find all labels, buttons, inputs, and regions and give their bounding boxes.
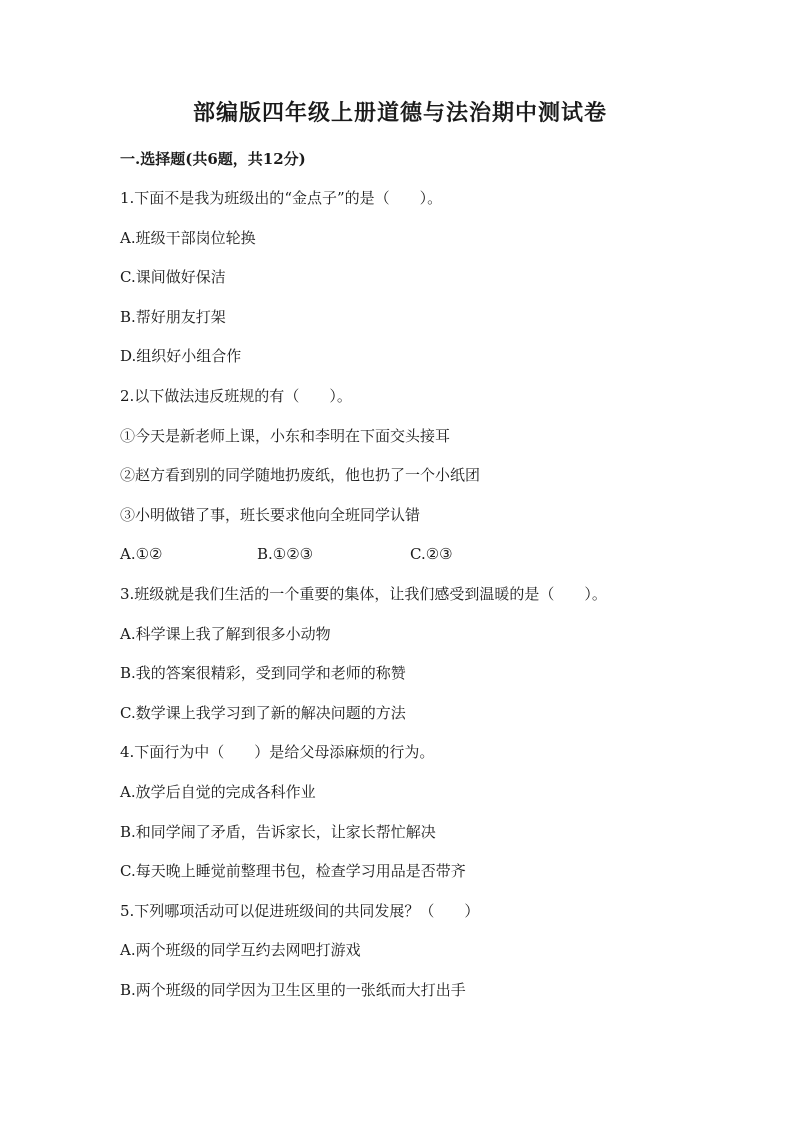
question-3-stem: 3.班级就是我们生活的一个重要的集体，让我们感受到温暖的是（ ）。 [120, 585, 607, 603]
question-3-option: B.我的答案很精彩，受到同学和老师的称赞 [120, 664, 406, 682]
question-2-statement: ①今天是新老师上课，小东和李明在下面交头接耳 [120, 427, 451, 445]
question-4-option: C.每天晚上睡觉前整理书包，检查学习用品是否带齐 [120, 862, 466, 880]
question-3-option: A.科学课上我了解到很多小动物 [120, 625, 331, 643]
question-2-option: C.②③ [410, 545, 453, 563]
exam-title: 部编版四年级上册道德与法治期中测试卷 [192, 100, 607, 126]
question-1-option: B.帮好朋友打架 [120, 308, 226, 326]
section-heading: 一.选择题(共6题，共12分) [120, 150, 306, 168]
question-1-option: A.班级干部岗位轮换 [120, 229, 256, 247]
question-3-option: C.数学课上我学习到了新的解决问题的方法 [120, 704, 406, 722]
question-4-option: A.放学后自觉的完成各科作业 [120, 783, 316, 801]
question-5-option: A.两个班级的同学互约去网吧打游戏 [120, 941, 361, 959]
question-1-stem: 1.下面不是我为班级出的“金点子”的是（ ）。 [120, 189, 443, 207]
question-2-option: A.①② [120, 545, 163, 563]
question-1-option: C.课间做好保洁 [120, 268, 226, 286]
question-2-statement: ③小明做错了事，班长要求他向全班同学认错 [120, 506, 421, 524]
question-2-stem: 2.以下做法违反班规的有（ ）。 [120, 387, 352, 405]
question-5-option: B.两个班级的同学因为卫生区里的一张纸而大打出手 [120, 981, 466, 999]
question-2-option: B.①②③ [257, 545, 314, 563]
question-1-option: D.组织好小组合作 [120, 347, 242, 365]
question-4-stem: 4.下面行为中（ ）是给父母添麻烦的行为。 [120, 743, 435, 761]
question-4-option: B.和同学闹了矛盾，告诉家长，让家长帮忙解决 [120, 823, 436, 841]
question-5-stem: 5.下列哪项活动可以促进班级间的共同发展？（ ） [120, 902, 480, 920]
question-2-statement: ②赵方看到别的同学随地扔废纸，他也扔了一个小纸团 [120, 466, 481, 484]
